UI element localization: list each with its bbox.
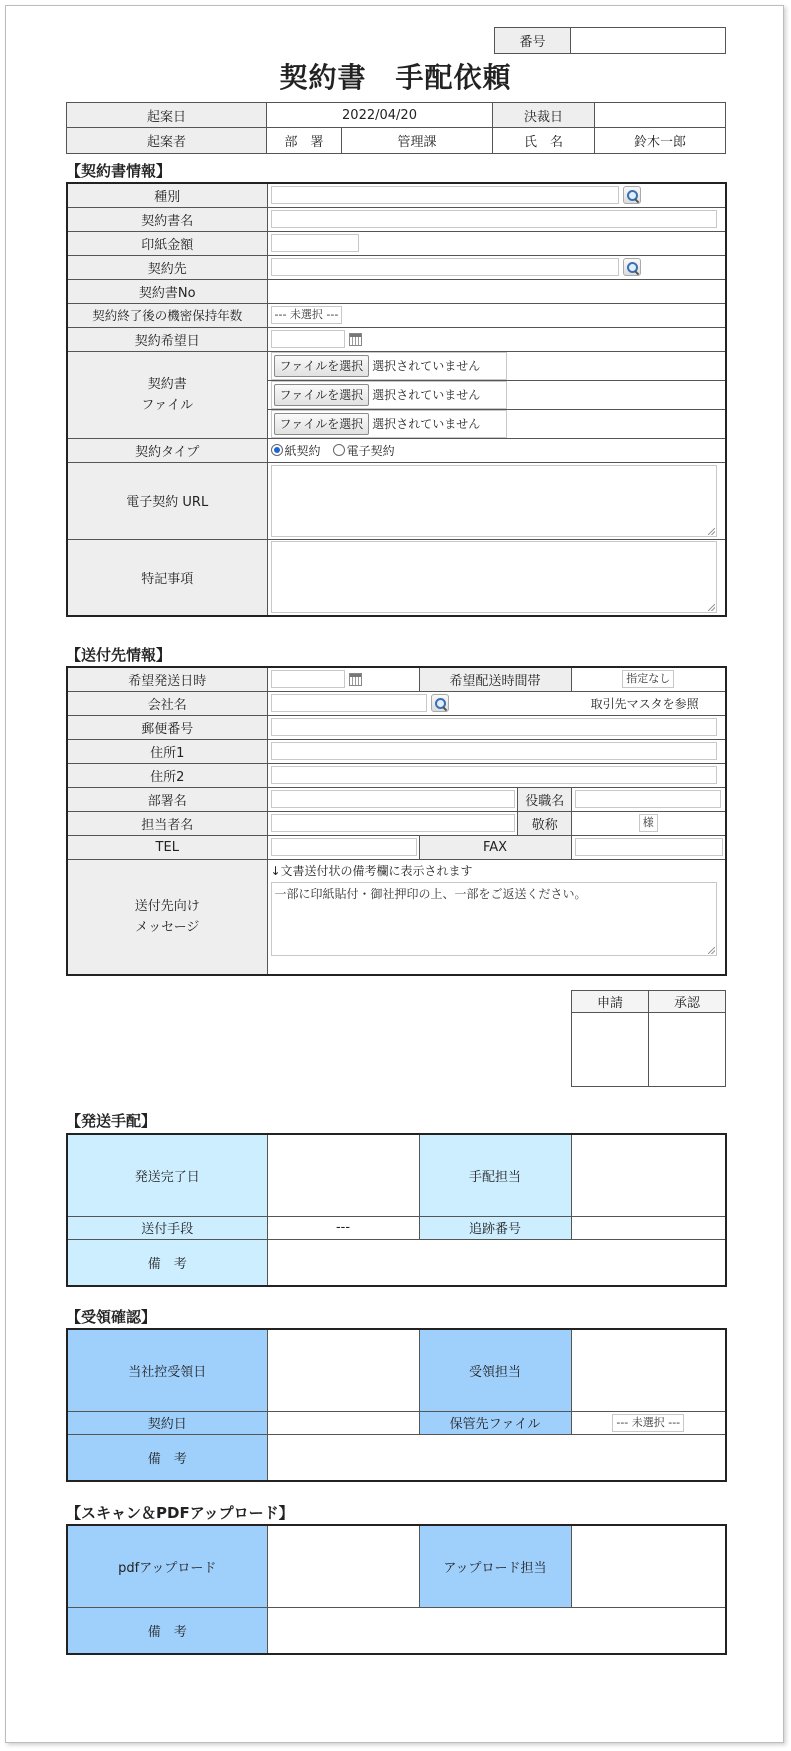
choose-file-button[interactable]: ファイルを選択 <box>274 355 370 377</box>
approval-box <box>571 990 726 1087</box>
calendar-icon[interactable] <box>349 673 362 686</box>
ship-staff-label: 手配担当 <box>419 1134 571 1216</box>
approve-label: 承認 <box>649 991 726 1013</box>
contract-date-label: 契約日 <box>67 1411 267 1434</box>
secrecy-years-label: 契約終了後の機密保持年数 <box>67 303 267 327</box>
decision-date-label: 決裁日 <box>493 103 595 128</box>
receipt-staff-label: 受領担当 <box>419 1329 571 1411</box>
honorific-label: 敬称 <box>518 812 572 835</box>
special-notes-textarea[interactable] <box>271 541 717 613</box>
pdf-upload-label: pdfアップロード <box>67 1525 267 1607</box>
message-text: 一部に印紙貼付・御社押印の上、一部をご返送ください。 <box>274 886 587 901</box>
contract-no-value <box>267 279 726 303</box>
desired-date-label: 契約希望日 <box>67 327 267 351</box>
electronic-contract-label: 電子契約 <box>346 443 395 458</box>
search-icon[interactable] <box>623 186 641 204</box>
receipt-staff-value <box>571 1329 726 1411</box>
address2-input[interactable] <box>271 766 717 784</box>
contract-no-label: 契約書No <box>67 279 267 303</box>
receipt-remarks-value <box>267 1434 726 1481</box>
dept-label: 部 署 <box>267 128 342 154</box>
address2-label: 住所2 <box>67 763 267 787</box>
receipt-table <box>66 1328 727 1482</box>
storage-file-label: 保管先ファイル <box>419 1411 571 1434</box>
message-label: 送付先向け メッセージ <box>67 859 267 975</box>
desired-date-input[interactable] <box>271 330 345 348</box>
file-status: 選択されていません <box>372 388 481 402</box>
delivery-time-label: 希望配送時間帯 <box>419 667 571 691</box>
file-status: 選択されていません <box>372 359 481 373</box>
electronic-contract-radio[interactable] <box>333 444 345 456</box>
contract-file-label: 契約書 ファイル <box>67 351 267 438</box>
special-notes-label: 特記事項 <box>67 539 267 616</box>
apply-label: 申請 <box>572 991 649 1013</box>
zip-input[interactable] <box>271 718 717 736</box>
position-label: 役職名 <box>518 788 572 811</box>
choose-file-button[interactable]: ファイルを選択 <box>274 384 370 406</box>
ship-method-label: 送付手段 <box>67 1216 267 1239</box>
stamp-amount-label: 印紙金額 <box>67 231 267 255</box>
ship-done-date-value <box>267 1134 419 1216</box>
calendar-icon[interactable] <box>349 333 362 346</box>
type-input[interactable] <box>271 186 619 204</box>
resize-grip-icon[interactable] <box>708 528 715 535</box>
resize-grip-icon[interactable] <box>708 604 715 611</box>
econtract-url-label: 電子契約 URL <box>67 462 267 539</box>
person-input[interactable] <box>271 814 515 832</box>
name-label: 氏 名 <box>493 128 595 154</box>
upload-staff-label: アップロード担当 <box>419 1525 571 1607</box>
secrecy-years-select[interactable]: --- 未選択 --- <box>271 306 343 324</box>
contract-date-value <box>267 1411 419 1434</box>
fax-label: FAX <box>419 835 571 859</box>
upload-remarks-label: 備 考 <box>67 1607 267 1654</box>
partner-input[interactable] <box>271 258 619 276</box>
type-label: 種別 <box>67 183 267 207</box>
send-date-label: 希望発送日時 <box>67 667 267 691</box>
upload-remarks-value <box>267 1607 726 1654</box>
dept-name-input[interactable] <box>271 790 515 808</box>
econtract-url-textarea[interactable] <box>271 465 717 537</box>
paper-contract-label: 紙契約 <box>284 443 321 458</box>
receipt-title: 【受領確認】 <box>66 1308 157 1326</box>
storage-file-select[interactable]: --- 未選択 --- <box>612 1414 684 1432</box>
ship-method-value: --- <box>267 1216 419 1239</box>
receipt-remarks-label: 備 考 <box>67 1434 267 1481</box>
received-date-value <box>267 1329 419 1411</box>
company-input[interactable] <box>271 694 427 712</box>
paper-contract-radio[interactable] <box>271 444 283 456</box>
file-status: 選択されていません <box>372 417 481 431</box>
tracking-no-value <box>571 1216 726 1239</box>
dept-name-label: 部署名 <box>67 787 267 811</box>
number-value[interactable] <box>571 28 726 54</box>
name-value: 鈴木一郎 <box>595 128 726 154</box>
ship-staff-value <box>571 1134 726 1216</box>
ship-done-date-label: 発送完了日 <box>67 1134 267 1216</box>
delivery-time-select[interactable]: 指定なし <box>622 670 674 688</box>
number-label: 番号 <box>495 28 571 54</box>
address1-label: 住所1 <box>67 739 267 763</box>
shipping-title: 【発送手配】 <box>66 1112 157 1130</box>
honorific-input[interactable]: 様 <box>639 814 658 832</box>
tel-label: TEL <box>67 835 267 859</box>
page-title: 契約書 手配依頼 <box>279 61 512 94</box>
message-hint: ↓文書送付状の備考欄に表示されます <box>270 863 473 878</box>
message-textarea[interactable] <box>271 882 717 956</box>
apply-stamp <box>572 1013 649 1087</box>
upload-title: 【スキャン＆PDFアップロード】 <box>66 1504 294 1522</box>
position-input[interactable] <box>575 790 721 808</box>
send-date-input[interactable] <box>271 670 345 688</box>
dept-value: 管理課 <box>342 128 493 154</box>
tracking-no-label: 追跡番号 <box>419 1216 571 1239</box>
contract-name-label: 契約書名 <box>67 207 267 231</box>
fax-input[interactable] <box>575 838 723 856</box>
upload-staff-value <box>571 1525 726 1607</box>
person-label: 担当者名 <box>67 811 267 835</box>
search-icon[interactable] <box>623 258 641 276</box>
pdf-upload-value[interactable] <box>267 1525 419 1607</box>
draft-table <box>66 102 726 154</box>
drafter-label: 起案者 <box>67 128 267 154</box>
contract-name-input[interactable] <box>271 210 717 228</box>
resize-grip-icon[interactable] <box>708 947 715 954</box>
company-label: 会社名 <box>67 691 267 715</box>
shipping-table <box>66 1133 727 1287</box>
decision-date-value[interactable] <box>595 103 726 128</box>
number-box <box>494 27 726 54</box>
contract-type-label: 契約タイプ <box>67 438 267 462</box>
upload-table <box>66 1524 727 1655</box>
partner-master-link[interactable]: 取引先マスタを参照 <box>590 696 699 711</box>
search-icon[interactable] <box>431 694 449 712</box>
partner-label: 契約先 <box>67 255 267 279</box>
zip-label: 郵便番号 <box>67 715 267 739</box>
address1-input[interactable] <box>271 742 717 760</box>
contract-info-title: 【契約書情報】 <box>66 162 172 180</box>
approve-stamp <box>649 1013 726 1087</box>
send-info-title: 【送付先情報】 <box>66 646 172 664</box>
draft-date-label: 起案日 <box>67 103 267 128</box>
stamp-amount-input[interactable] <box>271 234 359 252</box>
choose-file-button[interactable]: ファイルを選択 <box>274 413 370 435</box>
ship-remarks-value <box>267 1239 726 1286</box>
draft-date-value[interactable]: 2022/04/20 <box>267 103 493 128</box>
ship-remarks-label: 備 考 <box>67 1239 267 1286</box>
contract-info-table <box>66 182 727 617</box>
received-date-label: 当社控受領日 <box>67 1329 267 1411</box>
send-info-table <box>66 666 727 976</box>
tel-input[interactable] <box>271 838 417 856</box>
